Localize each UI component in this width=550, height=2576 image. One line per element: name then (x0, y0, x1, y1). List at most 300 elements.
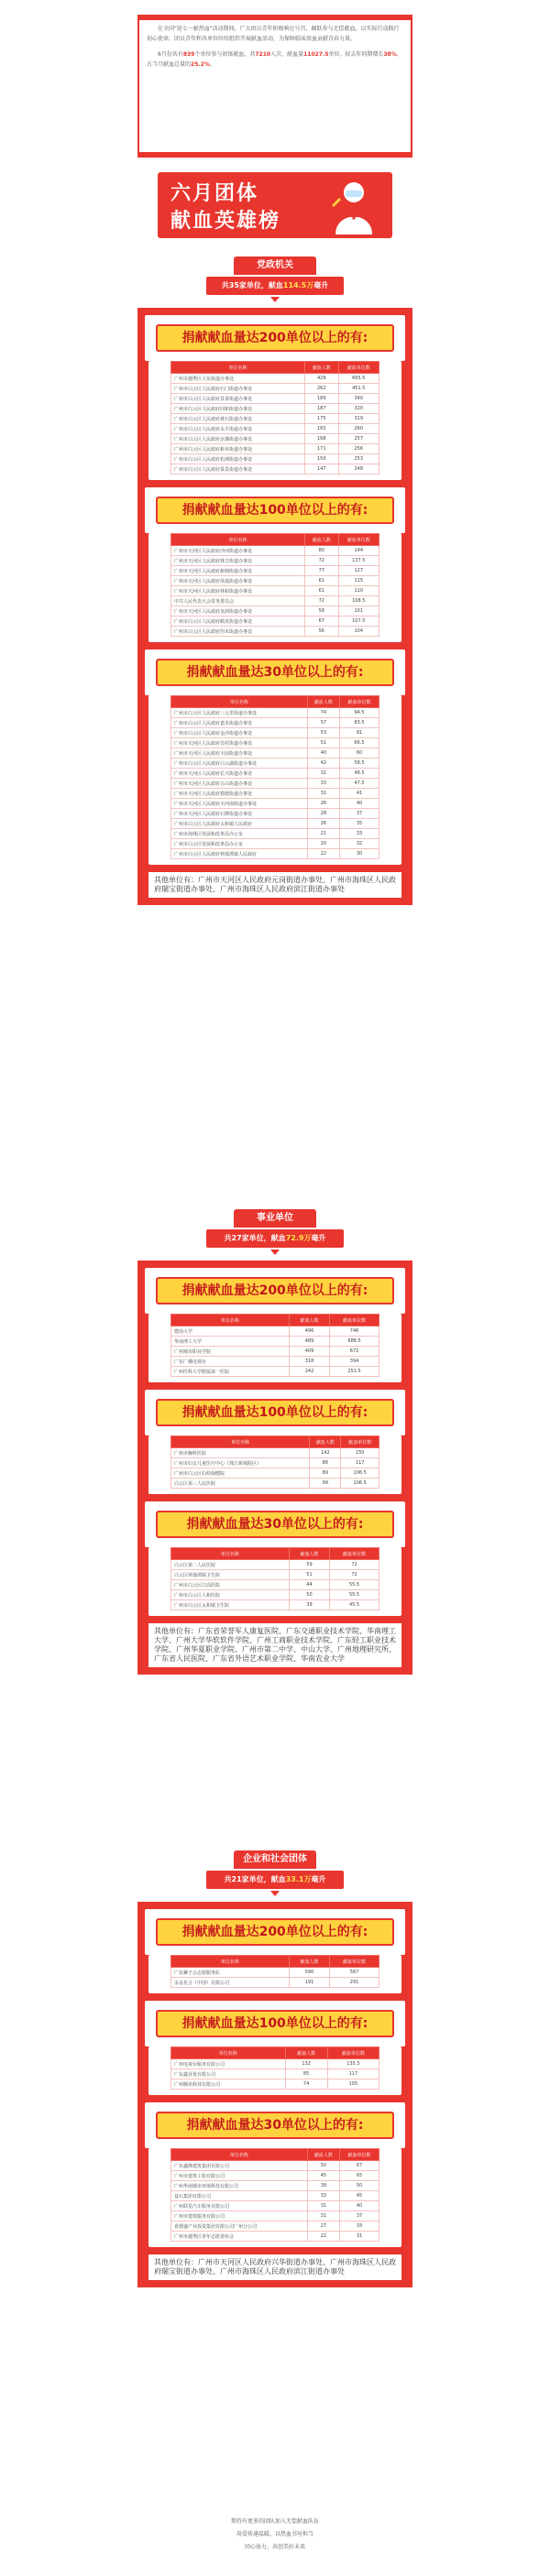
section-panel-government (138, 308, 412, 905)
unit-name-cell: 广东狮子会志愿服务队 (171, 1968, 290, 1978)
unit-name-cell: 广州市天河区人民政府天河南街道办事处 (171, 799, 308, 809)
tier-table-wrap (148, 361, 402, 480)
table-row (171, 1468, 380, 1479)
donor-count-cell: 409 (289, 1347, 329, 1357)
donation-units-cell: 72 (330, 1570, 380, 1580)
tier-table-wrap (148, 1547, 402, 1616)
donor-count-cell: 132 (285, 2059, 327, 2069)
donation-units-cell: 41 (340, 789, 380, 799)
arrow-down-icon (270, 1250, 280, 1255)
tier-title: 捐献献血量达100单位以上的有: (156, 2010, 394, 2037)
donor-count-cell: 77 (305, 566, 339, 576)
unit-name-cell: 广州市越秀区青年志愿者协会 (171, 2232, 308, 2242)
donor-count-cell: 50 (307, 2161, 339, 2171)
donation-units-cell: 150 (341, 1448, 380, 1458)
unit-name-cell: 广州市天河区人民政府凤凰街道办事处 (171, 576, 305, 586)
donation-units-cell: 106.5 (341, 1468, 380, 1479)
donation-units-cell: 35 (340, 819, 380, 829)
unit-name-cell: 广州市白云区人民政府黄石街道办事处 (171, 414, 305, 424)
donor-count-cell: 590 (289, 1968, 329, 1978)
table-row (171, 1978, 380, 1988)
unit-name-cell: 广州市胸科医院 (171, 1448, 310, 1458)
unit-name-cell: 广东鑫隆建筑集团有限公司 (171, 2161, 308, 2171)
unit-name-cell: 广州市天河区人民政府长兴街道办事处 (171, 769, 308, 779)
section-header-institutions (206, 1209, 344, 1253)
donation-units-cell: 105 (327, 2079, 379, 2090)
donor-count-cell: 187 (305, 404, 339, 414)
banner-line-1: 六月团体 (170, 182, 259, 205)
donor-count-cell: 31 (307, 2211, 339, 2221)
table-row (171, 2171, 380, 2181)
donation-units-cell: 30 (340, 849, 380, 859)
unit-name-cell: 广州市白云区人民政府石门街道办事处 (171, 384, 305, 394)
donation-units-cell: 33 (340, 829, 380, 839)
section-header-government (206, 257, 344, 300)
table-row (171, 738, 380, 748)
donation-units-cell: 58.5 (340, 759, 380, 769)
donor-count-cell: 33 (307, 779, 339, 789)
unit-name-cell: 广州市白云区人民政府同和街道办事处 (171, 404, 305, 414)
unit-name-cell: 广州市白云区人民政府京溪街道办事处 (171, 434, 305, 444)
unit-name-cell: 广州电视台服务有限公司 (171, 2059, 286, 2069)
table-row (171, 708, 380, 718)
tier-title: 捐献献血量达100单位以上的有: (156, 497, 394, 524)
donation-units-cell: 110 (338, 586, 379, 596)
tier-table-wrap (148, 1435, 402, 1494)
section-header-enterprises (206, 1850, 344, 1894)
tier-header (145, 315, 405, 361)
table-row (171, 1357, 380, 1367)
donation-units-cell: 31 (340, 2232, 380, 2242)
table-row (171, 1326, 380, 1337)
donation-units-cell: 55.5 (330, 1590, 380, 1600)
section-panel-enterprises (138, 1902, 412, 2287)
donation-units-cell: 65 (340, 2171, 380, 2181)
donation-units-cell: 260 (338, 424, 379, 434)
table-row (171, 394, 380, 404)
donor-count-cell: 496 (289, 1326, 329, 1337)
donor-count-cell: 33 (307, 2191, 339, 2201)
donor-count-cell: 44 (289, 1580, 329, 1590)
unit-name-cell: 基石集团有限公司 (171, 2191, 308, 2201)
donation-units-cell: 253 (338, 454, 379, 464)
donation-units-cell: 37 (340, 809, 380, 819)
unit-name-cell: 广州市天河区人民政府猎德街道办事处 (171, 789, 308, 799)
table-row (171, 2079, 380, 2090)
donor-count-cell: 42 (307, 759, 339, 769)
donor-count-cell: 39 (307, 2181, 339, 2191)
donation-units-cell: 127 (338, 566, 379, 576)
donation-units-cell: 47.5 (340, 779, 380, 789)
table-row (171, 1347, 380, 1357)
donor-count-cell: 142 (310, 1448, 341, 1458)
donation-units-cell: 66.5 (340, 738, 380, 748)
table-row (171, 617, 380, 627)
table-row (171, 1337, 380, 1347)
donor-count-cell: 39 (289, 1600, 329, 1610)
unit-name-cell: 白云区第二人民医院 (171, 1560, 290, 1570)
table-row (171, 819, 380, 829)
unit-name-cell: 广东鑫业优有限公司 (171, 2069, 286, 2079)
table-row (171, 1590, 380, 1600)
table-row (171, 556, 380, 566)
donation-units-cell: 320 (338, 404, 379, 414)
donation-units-cell: 319 (338, 414, 379, 424)
donor-count-cell: 22 (307, 849, 339, 859)
donation-units-cell: 67 (340, 2161, 380, 2171)
donor-count-cell: 40 (307, 748, 339, 759)
tier-table-wrap (148, 533, 402, 642)
donation-units-cell: 257 (338, 434, 379, 444)
donor-count-cell: 31 (307, 769, 339, 779)
table-row (171, 2201, 380, 2211)
donation-table: 单位名称 献血人数 献血单位数 白云区第二人民医院 59 72 白云区钟落潭镇卫生院 51 72 广州市白云区江高医院 44 55.5 广州市白云区人和医院 50 55.5 广州市白云区太和镇卫生院 39 45.5 (170, 1547, 380, 1610)
unit-name-cell: 广州市白云区江高医院 (171, 1580, 290, 1590)
donor-count-cell: 85 (285, 2069, 327, 2079)
table-row (171, 809, 380, 819)
closing-line-1: 期待有更多的团队加入无偿献血队伍 (230, 2518, 319, 2525)
unit-name-cell: 广州市白云区妇幼保健院 (171, 1468, 310, 1479)
unit-name-cell: 广州市天河区人民政府林和街道办事处 (171, 586, 305, 596)
other-units-note: 其他单位有：广州市天河区人民政府兴华街道办事处、广州市海珠区人民政府瑞宝街道办事处、广州市海珠区人民政府滨江街道办事处 (148, 2254, 402, 2280)
unit-name-cell: 广州市白云区人民政府景泰街道办事处 (171, 394, 305, 404)
donor-count-cell: 189 (305, 394, 339, 404)
unit-name-cell: 华南理工大学 (171, 1337, 290, 1347)
table-row (171, 799, 380, 809)
unit-name-cell: 广州市白云区人民政府鹤龙街道办事处 (171, 617, 305, 627)
other-units-note: 其他单位有：广州市天河区人民政府元岗街道办事处、广州市海珠区人民政府瑞宝街道办事处、广州市海珠区人民政府滨江街道办事处 (148, 872, 402, 898)
intro-bottom-bar (138, 152, 412, 158)
intro-paragraph-1: 在全国"迎七一献热血"活动期间，广大团员青年积极响应号召，踊跃参与无偿献血，以实际行动践行初心使命。团员青年和各单位纷纷组织开展献血活动，为保障临床用血贡献青春力量。 (147, 26, 400, 42)
table-row (171, 2211, 380, 2221)
table-row (171, 829, 380, 839)
donor-count-cell: 20 (307, 839, 339, 849)
donor-count-cell: 175 (305, 414, 339, 424)
donation-table: 单位名称 献血人数 献血单位数 广州电视台服务有限公司 132 135.5 广东鑫业优有限公司 85 117 广州腾讯科技有限公司 74 105 (170, 2047, 380, 2090)
donation-units-cell: 81 (340, 728, 380, 738)
donor-count-cell: 74 (307, 708, 339, 718)
tier-header (145, 649, 405, 695)
donation-units-cell: 137.5 (338, 556, 379, 566)
unit-name-cell: 白云区第三人民医院 (171, 1479, 310, 1489)
unit-name-cell: 广州市建筑工程有限公司 (171, 2171, 308, 2181)
unit-name-cell: 广州市白云区人民政府松洲街道办事处 (171, 454, 305, 464)
table-row (171, 404, 380, 414)
donor-count-cell: 21 (307, 829, 339, 839)
donation-units-cell: 106.5 (341, 1479, 380, 1489)
section-title: 企业和社会团体 (234, 1850, 316, 1869)
donor-count-cell: 61 (305, 586, 339, 596)
tier-header (145, 2001, 405, 2047)
donor-count-cell: 86 (310, 1458, 341, 1468)
unit-name-cell: 广州华南城市环境科技有限公司 (171, 2181, 308, 2191)
tier-title: 捐献献血量达200单位以上的有: (156, 324, 394, 352)
tier-header (145, 1390, 405, 1435)
donation-units-cell: 50 (340, 2181, 380, 2191)
donor-count-cell: 191 (289, 1978, 329, 1988)
donor-count-cell: 72 (305, 596, 339, 606)
table-row (171, 1448, 380, 1458)
unit-name-cell: 广州市白云区人民政府太和镇人民政府 (171, 819, 308, 829)
donation-table: 单位名称 献血人数 献血单位数 广州市白云区人民政府三元里街道办事处 74 94.5 广州市白云区人民政府嘉禾街道办事处 57 83.5 广州市白云区人民政府金沙街道办事处 53 81 广州市天河区人民政府员村街道办事处 51 66.5 广州市天河区人民政府天园街道办事处 40 60 广州市白云区人民政府白云湖街道办事处 42 58.5 广州市天河区人民政府长兴街道办事处 31 48.5 广州市天河区人民政府五山街道办事处 33 47.5 广州市天河区人民政府猎德街道办事处 31 41 广州市天河区人民政府天河南街道办事处 26 40 广州市天河区人民政府石牌街道办事处 28 37 广州市白云区人民政府太和镇人民政府 26 35 广州市海珠区发展和改革局办公室 21 33 广州市白云区发展和改革局办公室 20 32 广州市白云区人民政府钟落潭镇人民政府 22 30 (170, 695, 380, 859)
table-row (171, 1968, 380, 1978)
donation-units-cell: 72 (330, 1560, 380, 1570)
table-row (171, 384, 380, 394)
donation-units-cell: 115 (338, 576, 379, 586)
donor-count-cell: 168 (305, 434, 339, 444)
tier-title: 捐献献血量达30单位以上的有: (156, 2112, 394, 2139)
section-summary: 共35家单位，献血114.5万毫升 (206, 277, 344, 295)
tier-header (145, 1268, 405, 1314)
donor-count-cell: 99 (310, 1479, 341, 1489)
donor-count-cell: 242 (289, 1367, 329, 1377)
donation-units-cell: 251.5 (330, 1367, 380, 1377)
donor-count-cell: 53 (307, 728, 339, 738)
donor-count-cell: 171 (305, 444, 339, 454)
table-row (171, 464, 380, 475)
donor-count-cell: 262 (305, 384, 339, 394)
table-row (171, 424, 380, 434)
donor-count-cell: 45 (307, 2171, 339, 2181)
donation-units-cell: 40 (340, 799, 380, 809)
donation-units-cell: 32 (340, 839, 380, 849)
donation-units-cell: 117 (341, 1458, 380, 1468)
intro-top-bar (138, 15, 412, 20)
table-row (171, 414, 380, 424)
donor-count-cell: 51 (289, 1570, 329, 1580)
section-panel-institutions (138, 1261, 412, 1675)
donor-count-cell: 27 (307, 2221, 339, 2232)
section-title: 事业单位 (234, 1209, 316, 1228)
donor-count-cell: 56 (305, 627, 339, 637)
table-row (171, 769, 380, 779)
unit-name-cell: 广州市白云区人民政府嘉禾街道办事处 (171, 718, 308, 728)
donor-count-cell: 72 (305, 556, 339, 566)
table-row (171, 1570, 380, 1580)
donation-units-cell: 60 (340, 748, 380, 759)
unit-name-cell: 广州市天河区人民政府石牌街道办事处 (171, 809, 308, 819)
tier-title: 捐献献血量达200单位以上的有: (156, 1918, 394, 1946)
table-row (171, 2161, 380, 2171)
section-summary: 共21家单位，献血33.1万毫升 (206, 1871, 344, 1889)
tier-table-wrap (148, 2047, 402, 2095)
unit-name-cell: 广东广播电视台 (171, 1357, 290, 1367)
unit-name-cell: 广州市天河区人民政府五山街道办事处 (171, 779, 308, 789)
table-row (171, 546, 380, 556)
unit-name-cell: 暨南大学 (171, 1326, 290, 1337)
donation-table: 单位名称 献血人数 献血单位数 暨南大学 496 746 华南理工大学 489 686.5 广州城市职业学院 409 672 广东广播电视台 318 394 广州医科大学附属第一医院 242 251.5 (170, 1314, 380, 1377)
tier-table-wrap (148, 1955, 402, 1993)
tier-title: 捐献献血量达30单位以上的有: (156, 1511, 394, 1538)
unit-name-cell: 广州市白云区人民政府三元里街道办事处 (171, 708, 308, 718)
table-row (171, 2069, 380, 2079)
table-row (171, 586, 380, 596)
table-row (171, 1560, 380, 1570)
donor-count-cell: 57 (307, 718, 339, 728)
table-row (171, 728, 380, 738)
table-row (171, 748, 380, 759)
tier-table-wrap (148, 695, 402, 865)
unit-name-cell: 广州市天河区人民政府沙河街道办事处 (171, 546, 305, 556)
donor-count-cell: 50 (289, 1590, 329, 1600)
table-row (171, 434, 380, 444)
donation-units-cell: 40 (340, 2201, 380, 2211)
unit-name-cell: 广州市白云区太和镇卫生院 (171, 1600, 290, 1610)
donor-count-cell: 489 (289, 1337, 329, 1347)
doctor-illustration-icon (328, 178, 380, 235)
unit-name-cell: 广州腾讯科技有限公司 (171, 2079, 286, 2090)
donor-count-cell: 22 (307, 2232, 339, 2242)
donor-count-cell: 59 (289, 1560, 329, 1570)
hero-banner (158, 172, 392, 238)
donor-count-cell: 429 (305, 374, 339, 384)
table-row (171, 789, 380, 799)
table-row (171, 1367, 380, 1377)
table-row (171, 1600, 380, 1610)
donation-units-cell: 117 (327, 2069, 379, 2079)
donation-units-cell: 135.5 (327, 2059, 379, 2069)
donation-units-cell: 340 (338, 394, 379, 404)
donation-units-cell: 291 (330, 1978, 380, 1988)
table-row (171, 779, 380, 789)
donation-units-cell: 567 (330, 1968, 380, 1978)
table-row (171, 2181, 380, 2191)
donor-count-cell: 61 (305, 576, 339, 586)
unit-name-cell: 永金星合（中国）有限公司 (171, 1978, 290, 1988)
table-row (171, 2221, 380, 2232)
donation-table: 单位名称 献血人数 献血单位数 广东鑫隆建筑集团有限公司 50 67 广州市建筑工程有限公司 45 65 广州华南城市环境科技有限公司 39 50 基石集团有限公司 33 45 广州联星汽车服务有限公司 31 40 广州市建筑服务有限公司 31 37 喜德盛产业投资集团有限公司广州分公司 27 33 广州市越秀区青年志愿者协会 22 31 (170, 2148, 380, 2242)
arrow-down-icon (270, 1891, 280, 1896)
unit-name-cell: 广州市天河区人民政府龙洞街道办事处 (171, 606, 305, 617)
unit-name-cell: 广州市白云区发展和改革局办公室 (171, 839, 308, 849)
donation-units-cell: 672 (330, 1347, 380, 1357)
unit-name-cell: 广州市建筑服务有限公司 (171, 2211, 308, 2221)
unit-name-cell: 广州市白云区人和医院 (171, 1590, 290, 1600)
table-row (171, 374, 380, 384)
unit-name-cell: 广州市白云区人民政府均禾街道办事处 (171, 627, 305, 637)
donation-table: 单位名称 献血人数 献血单位数 广州市胸科医院 142 150 广州市妇女儿童医疗中心（珠江新城院区） 86 117 广州市白云区妇幼保健院 89 106.5 白云区第三人民医院 99 106.5 (170, 1435, 380, 1489)
donation-units-cell: 451.5 (338, 384, 379, 394)
table-row (171, 2232, 380, 2242)
tier-table-wrap (148, 2148, 402, 2247)
table-row (171, 627, 380, 637)
donor-count-cell: 28 (307, 809, 339, 819)
unit-name-cell: 广州市越秀区大东街道办事处 (171, 374, 305, 384)
donor-count-cell: 165 (305, 424, 339, 434)
tier-title: 捐献献血量达100单位以上的有: (156, 1399, 394, 1426)
table-row (171, 718, 380, 728)
donation-table: 单位名称 献血人数 献血单位数 广州市越秀区大东街道办事处 429 665.5 广州市白云区人民政府石门街道办事处 262 451.5 广州市白云区人民政府景泰街道办事处 189 340 广州市白云区人民政府同和街道办事处 187 320 广州市白云区人民政府黄石街道办事处 175 319 广州市白云区人民政府永平街道办事处 165 260 广州市白云区人民政府京溪街道办事处 168 257 广州市白云区人民政府新市街道办事处 171 256 广州市白云区人民政府松洲街道办事处 150 253 广州市白云区人民政府棠景街道办事处 147 248 (170, 361, 380, 475)
closing-message (138, 2516, 412, 2554)
donation-units-cell: 746 (330, 1326, 380, 1337)
unit-name-cell: 广州市白云区人民政府白云湖街道办事处 (171, 759, 308, 769)
donor-count-cell: 51 (307, 738, 339, 748)
table-row (171, 1479, 380, 1489)
donation-units-cell: 45 (340, 2191, 380, 2201)
other-units-note: 其他单位有：广东省荣誉军人康复医院、广东交通职业技术学院、华南理工大学、广州大学华软软件学院、广州工商职业技术学院、广东轻工职业技术学院、广州华夏职业学院、广州市第二中学、中山大学、广州地理研究所、广东省人民医院、广东省外语艺术职业学院、华南农业大学 (148, 1623, 402, 1667)
arrow-down-icon (270, 297, 280, 302)
unit-name-cell: 广州市天河区人民政府员村街道办事处 (171, 738, 308, 748)
table-row (171, 566, 380, 576)
donor-count-cell: 26 (307, 819, 339, 829)
donor-count-cell: 26 (307, 799, 339, 809)
donor-count-cell: 67 (305, 617, 339, 627)
donation-table: 单位名称 献血人数 献血单位数 广州市天河区人民政府沙河街道办事处 80 144 广州市天河区人民政府珠吉街道办事处 72 137.5 广州市天河区人民政府新塘街道办事处 77 127 广州市天河区人民政府凤凰街道办事处 61 115 广州市天河区人民政府林和街道办事处 61 110 中共人民代表大会常务委员会 72 108.5 广州市天河区人民政府龙洞街道办事处 58 101 广州市白云区人民政府鹤龙街道办事处 67 107.5 广州市白云区人民政府均禾街道办事处 56 104 (170, 533, 380, 637)
donation-units-cell: 256 (338, 444, 379, 454)
closing-line-3: 同心协力，共创美好未来 (244, 2544, 305, 2550)
unit-name-cell: 广州市白云区人民政府新市街道办事处 (171, 444, 305, 454)
donation-units-cell: 94.5 (340, 708, 380, 718)
tier-header (145, 487, 405, 533)
section-title: 党政机关 (234, 257, 316, 275)
donor-count-cell: 58 (305, 606, 339, 617)
donation-units-cell: 104 (338, 627, 379, 637)
donor-count-cell: 80 (305, 546, 339, 556)
unit-name-cell: 广州市天河区人民政府新塘街道办事处 (171, 566, 305, 576)
donation-units-cell: 83.5 (340, 718, 380, 728)
intro-paragraph-2: 6月份共有839个单位参与团体献血，共7210人次，献血量11027.5单位。较去年同期增长38%，占当月献血总量的25.2%。 (147, 51, 402, 68)
unit-name-cell: 中共人民代表大会常务委员会 (171, 596, 305, 606)
donor-count-cell: 31 (307, 789, 339, 799)
table-row (171, 759, 380, 769)
tier-header (145, 1501, 405, 1547)
donation-units-cell: 248 (338, 464, 379, 475)
tier-title: 捐献献血量达200单位以上的有: (156, 1277, 394, 1304)
unit-name-cell: 广州市天河区人民政府天园街道办事处 (171, 748, 308, 759)
table-row (171, 454, 380, 464)
unit-name-cell: 广州联星汽车服务有限公司 (171, 2201, 308, 2211)
table-row (171, 1580, 380, 1590)
table-row (171, 576, 380, 586)
intro-block (138, 15, 412, 158)
unit-name-cell: 广州市天河区人民政府珠吉街道办事处 (171, 556, 305, 566)
donation-units-cell: 394 (330, 1357, 380, 1367)
unit-name-cell: 广州市白云区人民政府棠景街道办事处 (171, 464, 305, 475)
table-row (171, 2191, 380, 2201)
unit-name-cell: 广州市海珠区发展和改革局办公室 (171, 829, 308, 839)
closing-line-2: 用爱传递温暖，以热血书写担当 (236, 2531, 314, 2538)
unit-name-cell: 广州市白云区人民政府永平街道办事处 (171, 424, 305, 434)
unit-name-cell: 广州医科大学附属第一医院 (171, 1367, 290, 1377)
table-row (171, 2059, 380, 2069)
donor-count-cell: 318 (289, 1357, 329, 1367)
donation-table: 单位名称 献血人数 献血单位数 广东狮子会志愿服务队 590 567 永金星合（中国）有限公司 191 291 (170, 1955, 380, 1988)
donor-count-cell: 31 (307, 2201, 339, 2211)
donation-units-cell: 55.5 (330, 1580, 380, 1590)
unit-name-cell: 广州市妇女儿童医疗中心（珠江新城院区） (171, 1458, 310, 1468)
donation-units-cell: 108.5 (338, 596, 379, 606)
banner-line-2: 献血英雄榜 (170, 210, 281, 233)
tier-table-wrap (148, 1314, 402, 1382)
donation-units-cell: 144 (338, 546, 379, 556)
unit-name-cell: 广州城市职业学院 (171, 1347, 290, 1357)
table-row (171, 596, 380, 606)
donor-count-cell: 89 (310, 1468, 341, 1479)
donation-units-cell: 37 (340, 2211, 380, 2221)
donor-count-cell: 147 (305, 464, 339, 475)
tier-header (145, 2102, 405, 2148)
unit-name-cell: 广州市白云区人民政府钟落潭镇人民政府 (171, 849, 308, 859)
section-summary: 共27家单位，献血72.9万毫升 (206, 1229, 344, 1248)
donor-count-cell: 150 (305, 454, 339, 464)
table-row (171, 444, 380, 454)
table-row (171, 839, 380, 849)
donation-units-cell: 45.5 (330, 1600, 380, 1610)
unit-name-cell: 广州市白云区人民政府金沙街道办事处 (171, 728, 308, 738)
donation-units-cell: 48.5 (340, 769, 380, 779)
donation-units-cell: 686.5 (330, 1337, 380, 1347)
donation-units-cell: 107.5 (338, 617, 379, 627)
